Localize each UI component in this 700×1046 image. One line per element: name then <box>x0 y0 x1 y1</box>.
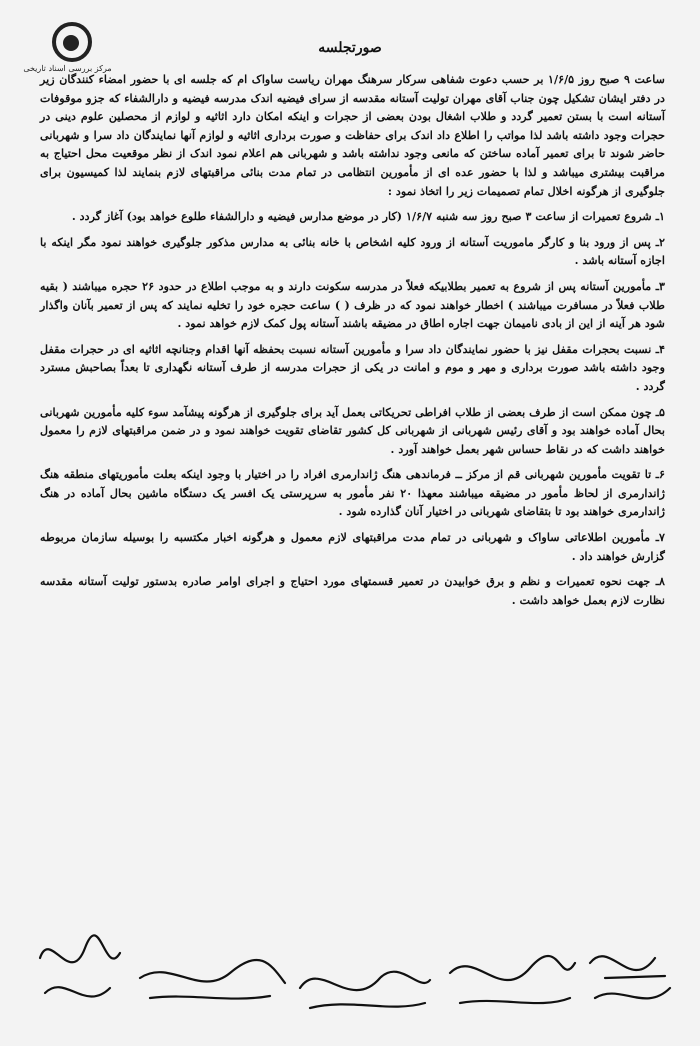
logo-caption: مرکز بررسی اسناد تاریخی <box>23 64 112 73</box>
signature-4 <box>450 956 575 1003</box>
document-title: صورتجلسه <box>318 40 382 56</box>
document-paragraph: ۱ـ شروع تعمیرات از ساعت ۳ صبح روز سه شنبه ۱/۶/۷ (کار در موضع مدارس فیضیه و دارالشفاء طلوع خواهد بود) آغاز گردد . <box>71 209 665 224</box>
archive-logo-icon <box>52 22 92 62</box>
signature-3 <box>300 972 430 1008</box>
document-paragraph: ۶ـ تا تقویت مأمورین شهربانی قم از مرکز ــ فرماندهی هنگ ژاندارمری افراد را در اختیار با وجود اینکه بعلت مأموریتهای منطقه هنگ ژاندارمری از لحاظ مأمور در مضیقه میباشند معهذا ۲۰ نفر مأمور به سرپرستی یک افسر یک دستگاه ماشین بحال آماده در هنگ ژاندارمری خواهند بود تا بتقاضای شهربانی در اختیار آنان گذارده شود . <box>40 467 665 519</box>
signatures-drawing <box>30 918 680 1028</box>
document-paragraph: ۴ـ نسبت بحجرات مقفل نیز با حضور نمایندگان داد سرا و مأمورین آستانه نسبت بحفظه آنها اقدام وجنانچه اثاثیه ای در حجرات مقفل وجود داشته باشد صورت برداری و مهر و موم و امانت در یکی از حجرات مدرسه از طرف آستانه نگهداری تا بعداً بصاحبش مسترد گردد . <box>40 341 665 393</box>
document-paragraph: ۸ـ جهت نحوه تعمیرات و نظم و برق خوابیدن در تعمیر قسمتهای مورد احتیاج و اجرای اوامر صادره بدستور تولیت آستانه مقدسه نظارت لازم بعمل خواهد داشت . <box>40 574 665 607</box>
signature-2 <box>140 960 285 999</box>
signature-1 <box>40 935 120 996</box>
document-paragraph: ساعت ۹ صبح روز ۱/۶/۵ بر حسب دعوت شفاهی سرکار سرهنگ مهران ریاست ساواک ام که جلسه ای با حضور امضاء کنندگان زیر در دفتر ایشان تشکیل چون جناب آقای مهران تولیت آستانه مقدسه از سرای فیضیه اندک مدرسه فیضیه و دارالشفاء که جزو موقوفات آستانه است با بستن تعمیر گردد و طلاب اشغال بودن بعضی از حجرات و اینکه امکان دارد اثاثیه و لوازم از محصلین علوم دینی در حجرات وجود داشته باشد لذا مواتب را اطلاع داد اندک برای حفاظت و صورت برداری اثاثیه و لوازم آنها نمایندگان داد سرا و شهربانی حاضر شوند تا برای تعمیر آماده ساختن که مانعی وجود نداشته باشد و شهربانی هم اعلام نمود اندک از نظر موقعیت محل احتیاج به مراقبت بیشتری میباشد و لذا با حضور عده ای از مأمورین انتظامی در تمام مدت بنائی مراقبتهای لازم بنمایند لذا کمیسیون برای جلوگیری از هرگونه اخلال تمام تصمیمات زیر را اتخاذ نمود : <box>40 72 665 198</box>
signature-block <box>30 918 680 1028</box>
document-paragraph: ۷ـ مأمورین اطلاعاتی ساواک و شهربانی در تمام مدت مراقبتهای لازم معمول و هرگونه اخبار مکتسبه را بوسیله سازمان مربوطه گزارش خواهند داد . <box>40 530 665 563</box>
signature-5 <box>590 956 670 998</box>
document-paragraph: ۲ـ پس از ورود بنا و کارگر ماموریت آستانه از ورود کلیه اشخاص با خانه بنائی به مدارس مذکور جلوگیری خواهند نمود مگر اینکه با اجازه آستانه باشد . <box>40 234 665 268</box>
document-body <box>40 70 665 616</box>
document-paragraph: ۵ـ چون ممکن است از طرف بعضی از طلاب افراطی تحریکاتی بعمل آید برای جلوگیری از هرگونه پیشآمد سوء کلیه مأمورین شهربانی بحال آماده خواهند بود و آقای رئیس شهربانی از شهربانی کل کشور تقاضای تقویت خواهند نمود و در ضمن مراقبتهای لازم را معمول خواهند داشت که در نقاط حساس شهر بعمل خواهند آورد . <box>40 404 665 456</box>
document-paragraph: ۳ـ مأمورین آستانه پس از شروع به تعمیر بطلابیکه فعلاً در مدرسه سکونت دارند و به موجب اطلاع در حدود ۲۶ حجره میباشند ( بقیه طلاب فعلاً در مسافرت میباشند ) اخطار خواهند نمود که در ظرف ( ) ساعت حجره خود را تخلیه نمایند که پس از تعمیر بآنان واگذار شود هر آینه از این از بادی نامیمان جهت اجاره اطاق در مضیقه باشند آستانه پول کمک لازم خواهد نمود . <box>40 278 665 331</box>
